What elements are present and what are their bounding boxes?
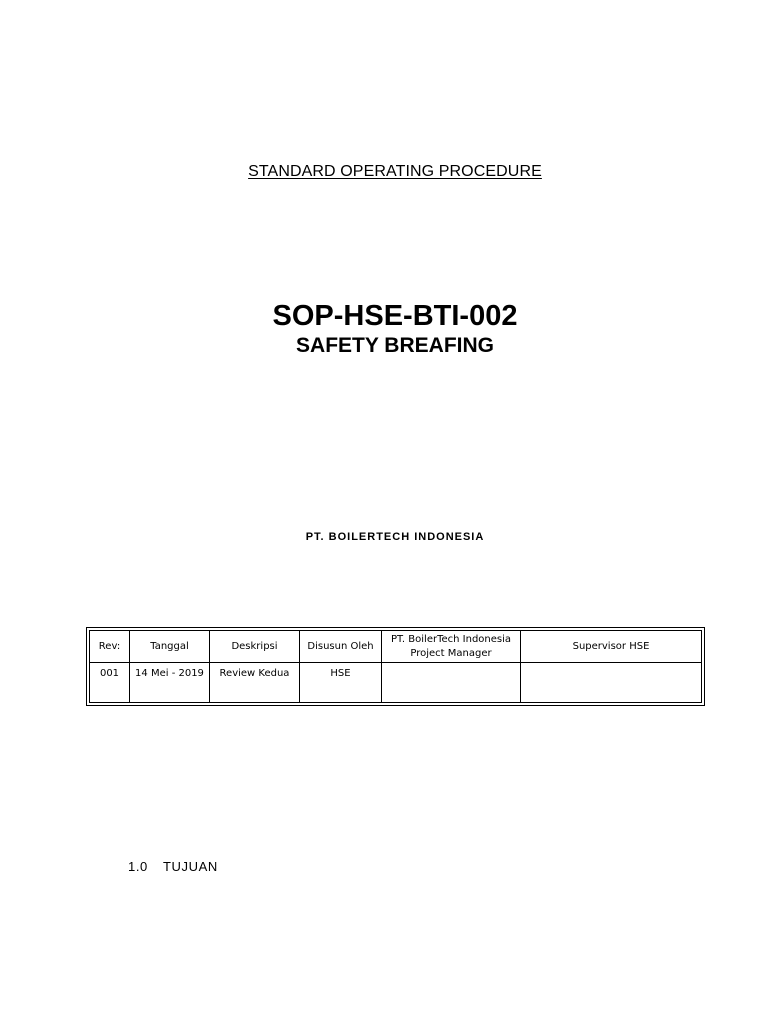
cell-tanggal: 14 Mei - 2019 xyxy=(130,663,210,703)
cell-project-manager-signature xyxy=(382,663,521,703)
section-heading xyxy=(128,859,218,874)
cell-disusun-oleh: HSE xyxy=(300,663,382,703)
section-title: TUJUAN xyxy=(163,859,218,874)
header-project-manager-role: Project Manager xyxy=(410,647,492,659)
revision-table xyxy=(89,630,702,703)
header-project-manager-company: PT. BoilerTech Indonesia xyxy=(390,633,512,645)
cell-deskripsi: Review Kedua xyxy=(210,663,300,703)
header-deskripsi: Deskripsi xyxy=(210,631,300,663)
header-project-manager xyxy=(382,631,521,663)
table-header-row xyxy=(90,631,702,663)
header-supervisor: Supervisor HSE xyxy=(521,631,702,663)
sop-title: SAFETY BREAFING xyxy=(296,334,494,357)
header-tanggal: Tanggal xyxy=(130,631,210,663)
company-name: PT. BOILERTECH INDONESIA xyxy=(305,531,485,543)
table-row xyxy=(90,663,702,703)
document-heading: STANDARD OPERATING PROCEDURE xyxy=(248,163,542,180)
section-number: 1.0 xyxy=(128,859,148,874)
sop-code: SOP-HSE-BTI-002 xyxy=(272,300,518,332)
cell-supervisor-signature xyxy=(521,663,702,703)
revision-table-frame xyxy=(86,627,705,706)
header-rev: Rev: xyxy=(90,631,130,663)
cell-rev: 001 xyxy=(90,663,130,703)
header-disusun-oleh: Disusun Oleh xyxy=(300,631,382,663)
